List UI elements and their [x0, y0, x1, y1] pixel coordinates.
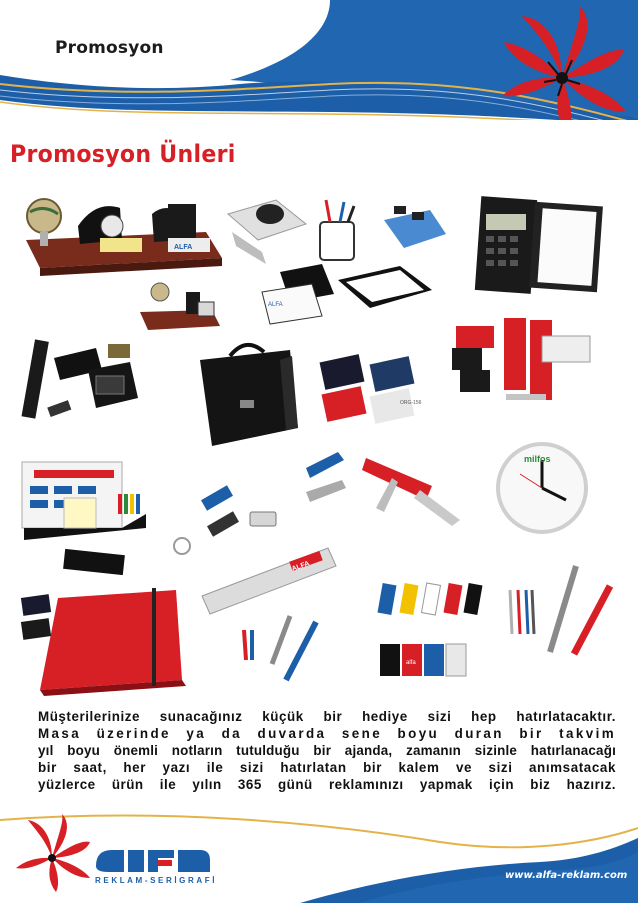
pocket-knives-image	[306, 452, 460, 526]
flashlight-usb-case-image	[22, 339, 138, 418]
notebooks-image	[21, 588, 186, 696]
ruler-brand-label: ALFA	[290, 560, 311, 574]
description-line: yüzlerce ürün ile yılın 365 günü reklamınızı yapmak için biz hazırız.	[38, 777, 616, 792]
description-line: Masa üzerinde ya da duvarda sene boyu duran bir takvim	[38, 726, 616, 741]
alfa-logotype-icon	[96, 850, 210, 872]
clock-brand-label: milfos	[524, 454, 551, 464]
calendar-set-image	[22, 462, 146, 575]
lighters-image	[378, 583, 483, 676]
gift-boxes-image	[452, 318, 590, 400]
mini-desk-set-image	[140, 283, 220, 330]
footer-banner	[0, 790, 638, 903]
organizer-label: ORG-156	[400, 400, 422, 406]
page-title: Promosyon Ünleri	[10, 140, 236, 168]
briefcase-image	[200, 345, 298, 446]
usb-keychains-image	[174, 485, 276, 554]
website-link[interactable]: www.alfa-reklam.com	[505, 870, 628, 881]
nameplate-label: ALFA	[174, 244, 193, 251]
description-line: Müşterilerinize sunacağınız küçük bir hediye sizi hep hatırlatacaktır.	[38, 709, 616, 724]
metal-pens-image	[510, 566, 610, 654]
desk-set-image	[26, 199, 222, 276]
sticker-label: ALFA	[268, 302, 283, 308]
description-line: bir saat, her yazı ile sizi hatırlatan bir kalem ve sizi anımsatacak	[38, 760, 616, 775]
company-tagline: REKLAM-SERİGRAFİ	[95, 876, 218, 885]
description-paragraph	[38, 708, 616, 793]
wall-clock-image	[498, 444, 586, 532]
header-banner	[0, 0, 638, 120]
lighter-brand-label: alfa	[406, 660, 416, 666]
diaries-image	[320, 354, 422, 424]
header-title: Promosyon	[55, 38, 164, 58]
product-collage	[0, 180, 638, 700]
description-line: yıl boyu önemli notların tutulduğu bir ajanda, zamanın sizinle hatırlanacağı	[38, 743, 616, 758]
desk-accessory-set-image	[228, 200, 446, 324]
ruler-image	[202, 548, 336, 614]
pens-image	[244, 616, 316, 680]
calculator-organizer-image	[475, 196, 603, 294]
